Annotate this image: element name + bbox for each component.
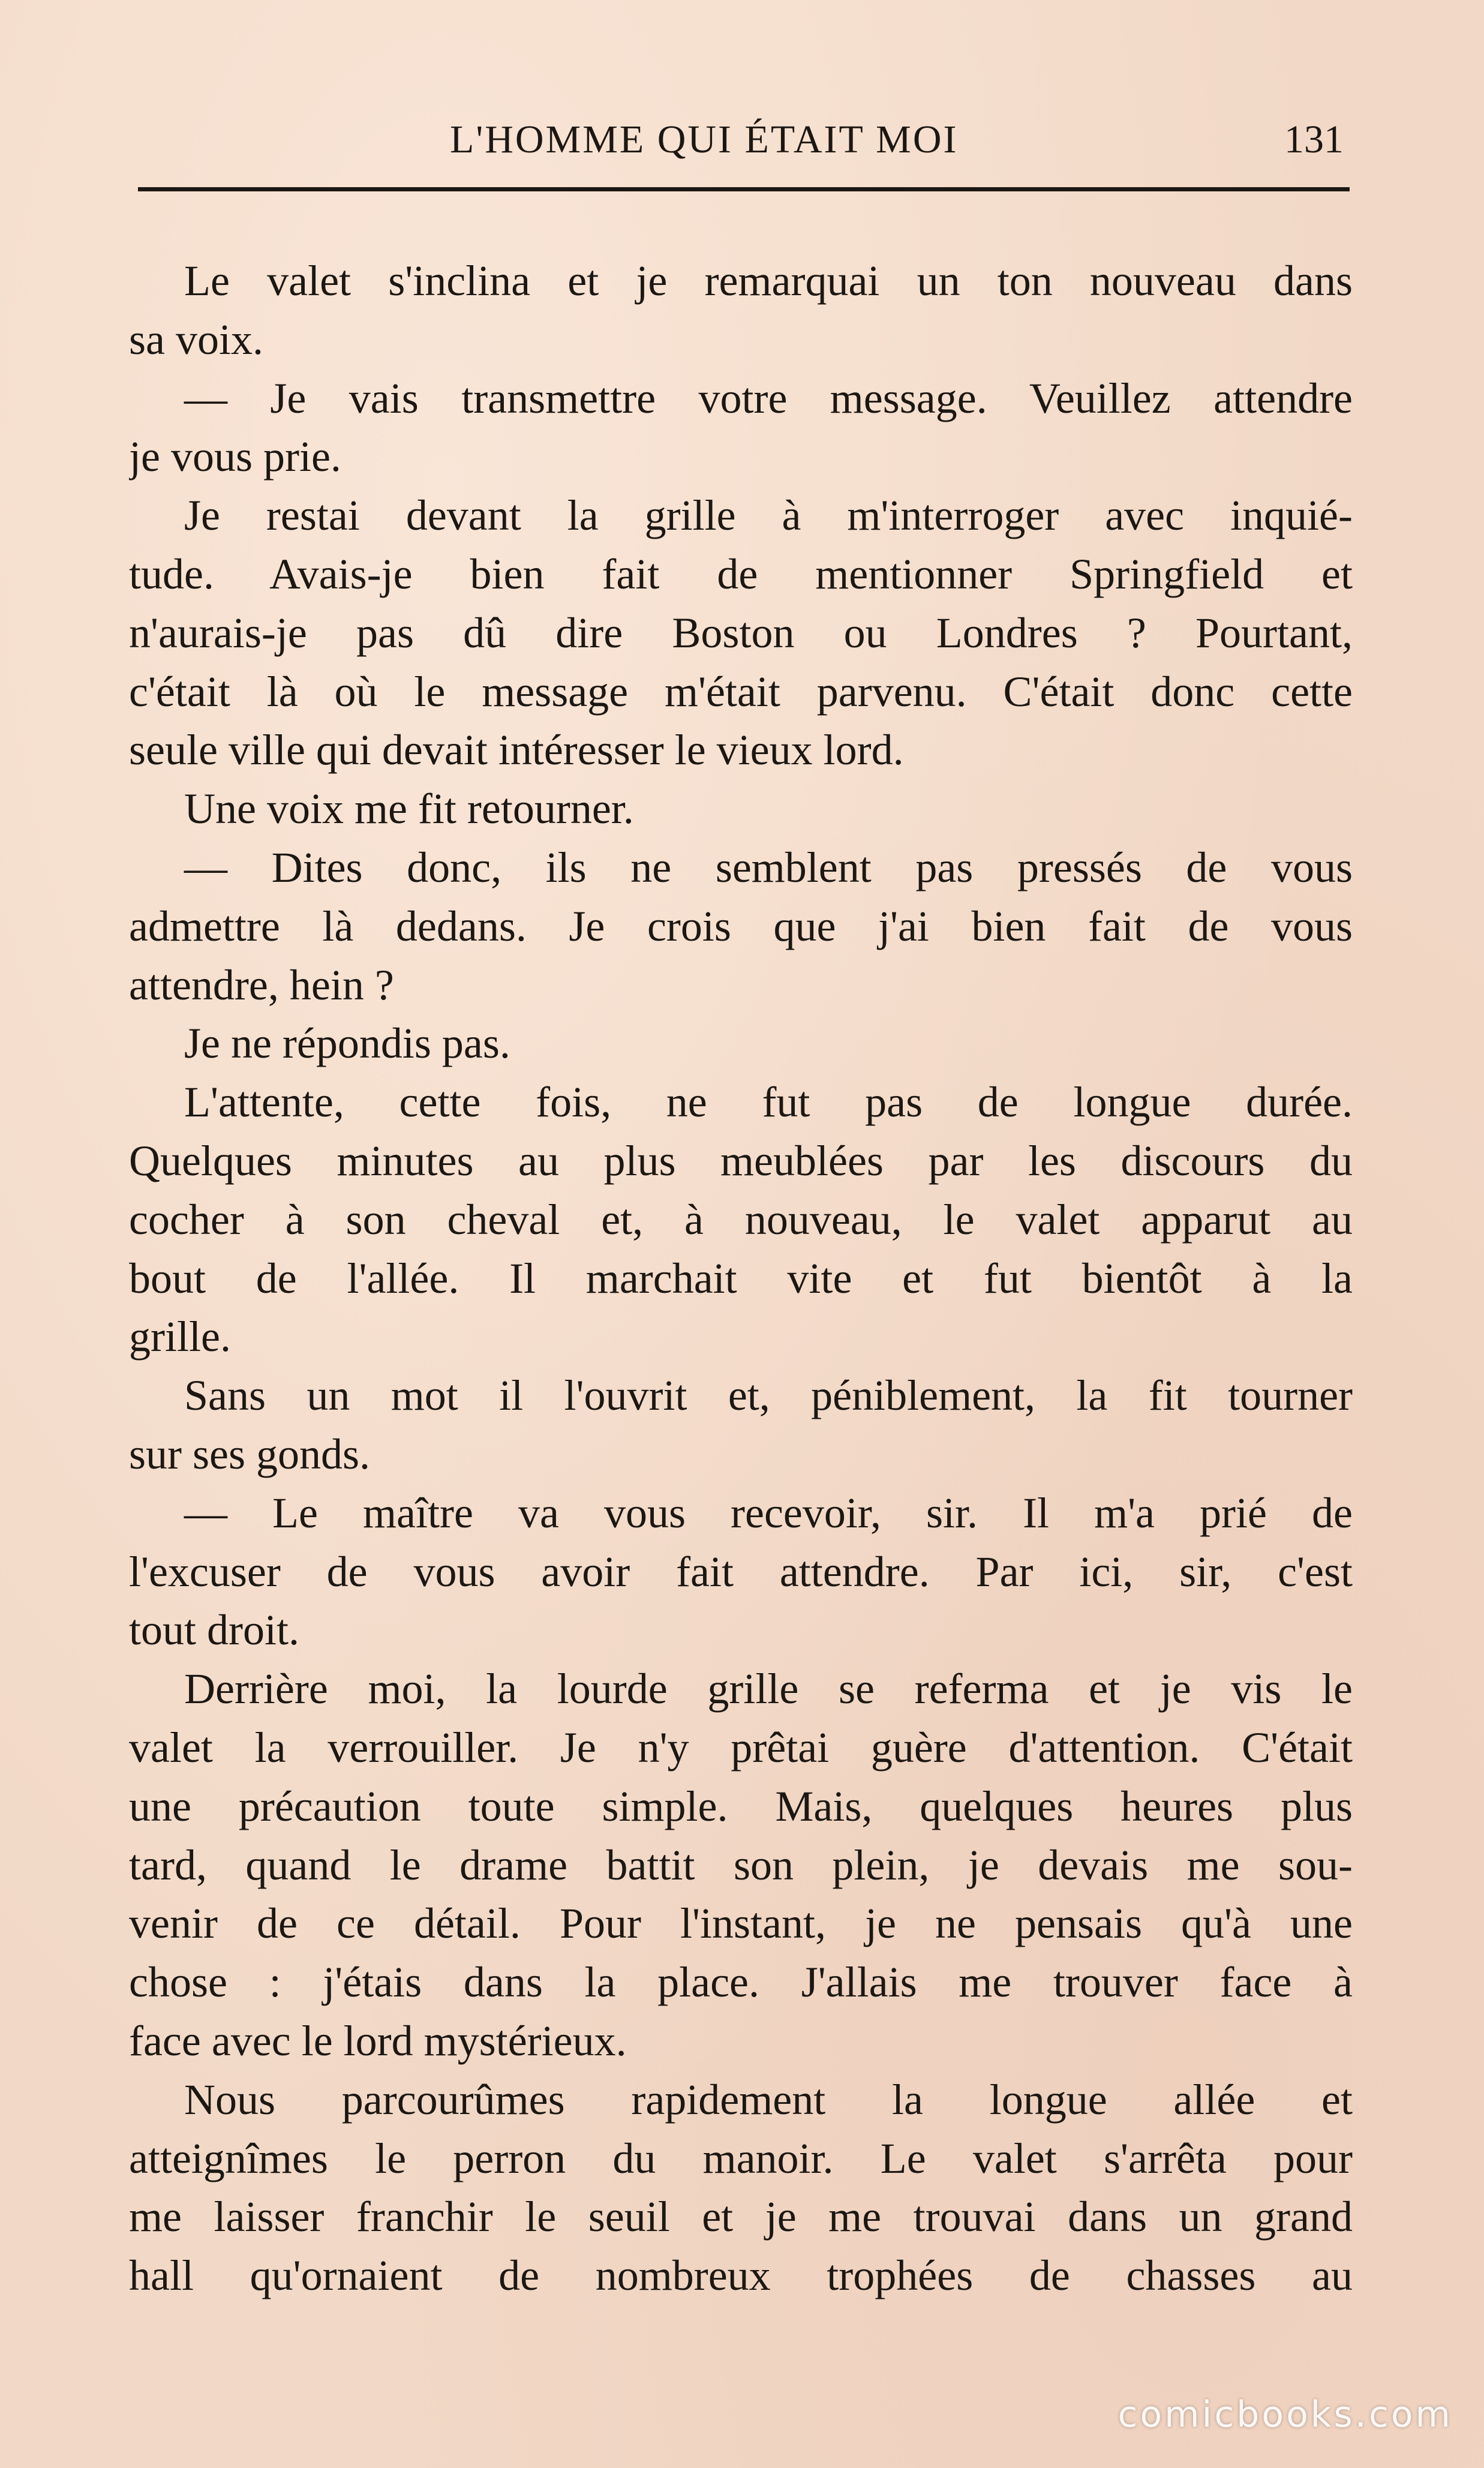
text-line: Nous parcourûmes rapidement la longue allée et <box>184 2075 1353 2124</box>
text-line: tard, quand le drame battit son plein, je devais me sou- <box>129 1841 1353 1889</box>
text-line: — Dites donc, ils ne semblent pas pressés de vous <box>184 843 1353 891</box>
text-line: face avec le lord mystérieux. <box>129 2016 627 2065</box>
text-line: c'était là où le message m'était parvenu. C'était donc cette <box>129 667 1353 716</box>
text-line: sur ses gonds. <box>129 1430 371 1478</box>
body-text <box>129 252 1353 2305</box>
text-line: une précaution toute simple. Mais, quelques heures plus <box>129 1782 1353 1830</box>
text-line: grille. <box>129 1313 231 1361</box>
book-title: L'HOMME QUI ÉTAIT MOI <box>450 118 959 161</box>
text-line: cocher à son cheval et, à nouveau, le valet apparut au <box>129 1195 1353 1244</box>
text-line: venir de ce détail. Pour l'instant, je ne pensais qu'à une <box>129 1899 1353 1948</box>
text-line: L'attente, cette fois, ne fut pas de longue durée. <box>184 1078 1353 1127</box>
text-line: n'aurais-je pas dû dire Boston ou Londres ? Pourtant, <box>129 608 1353 657</box>
text-line: sa voix. <box>129 315 263 364</box>
text-line: Quelques minutes au plus meublées par les discours du <box>129 1136 1353 1185</box>
text-line: Sans un mot il l'ouvrit et, péniblement, la fit tourner <box>184 1371 1353 1420</box>
text-line: hall qu'ornaient de nombreux trophées de chasses au <box>129 2251 1353 2300</box>
text-line: me laisser franchir le seuil et je me trouvai dans un grand <box>129 2193 1353 2241</box>
text-line: valet la verrouiller. Je n'y prêtai guère d'attention. C'était <box>129 1723 1353 1772</box>
text-line: je vous prie. <box>129 433 341 481</box>
text-line: seule ville qui devait intéresser le vieux lord. <box>129 726 904 774</box>
text-line: — Le maître va vous recevoir, sir. Il m'a prié de <box>184 1488 1353 1537</box>
text-line: admettre là dedans. Je crois que j'ai bien fait de vous <box>129 902 1353 950</box>
text-line: atteignîmes le perron du manoir. Le valet s'arrêta pour <box>129 2134 1353 2182</box>
text-line: bout de l'allée. Il marchait vite et fut bientôt à la <box>129 1254 1353 1302</box>
text-line: — Je vais transmettre votre message. Veuillez attendre <box>184 374 1353 422</box>
text-line: chose : j'étais dans la place. J'allais me trouver face à <box>129 1958 1353 2007</box>
text-line: attendre, hein ? <box>129 960 394 1009</box>
running-head <box>138 107 1350 173</box>
header-rule <box>138 187 1350 191</box>
text-line: Derrière moi, la lourde grille se referma et je vis le <box>184 1665 1353 1713</box>
text-line: Une voix me fit retourner. <box>184 785 634 833</box>
page-number: 131 <box>1284 118 1344 161</box>
text-line: Je restai devant la grille à m'interroger avec inquié- <box>184 491 1353 540</box>
text-line: Le valet s'inclina et je remarquai un ton nouveau dans <box>184 257 1353 305</box>
text-line: Je ne répondis pas. <box>184 1019 510 1068</box>
text-line: tout droit. <box>129 1606 299 1655</box>
text-line: tude. Avais-je bien fait de mentionner Springfield et <box>129 550 1353 598</box>
text-line: l'excuser de vous avoir fait attendre. Par ici, sir, c'est <box>129 1547 1353 1596</box>
watermark: comicbooks.com <box>1117 2394 1453 2436</box>
